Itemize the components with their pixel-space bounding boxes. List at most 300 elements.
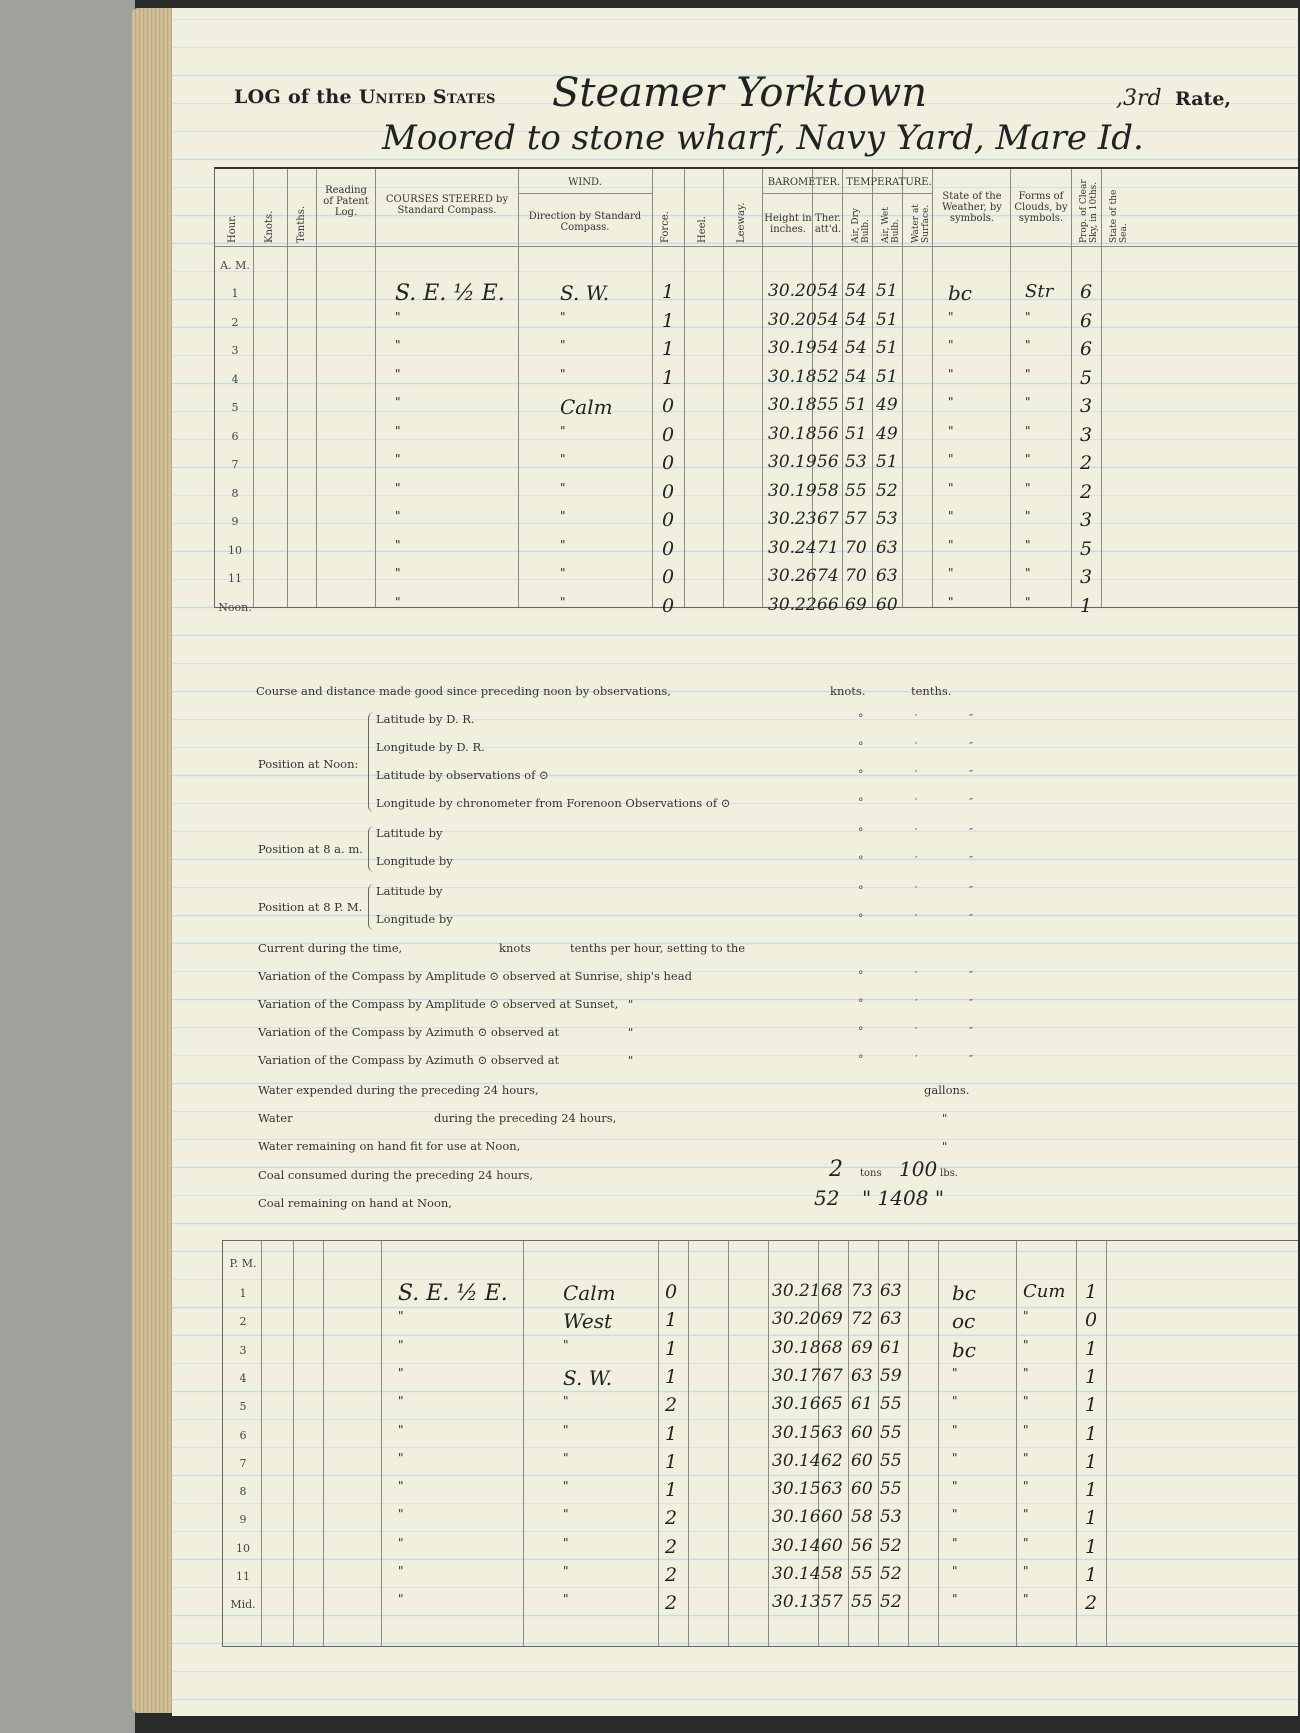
am-weather: ": [948, 509, 954, 523]
am-hour: Noon.: [218, 600, 252, 614]
am-clear-sky: 2: [1080, 480, 1093, 503]
col-force: Force.: [660, 211, 671, 243]
pm-clear-sky: 1: [1085, 1394, 1098, 1417]
log-page: [172, 8, 1298, 1716]
am-ther: 55: [817, 395, 839, 415]
am-force: 0: [662, 594, 675, 617]
pm-dry: 60: [851, 1450, 873, 1471]
col-hour: Hour.: [227, 214, 238, 243]
am-height: 30.18: [768, 366, 817, 387]
variation-sunset-ditto: ": [628, 997, 634, 1011]
course-line: Course and distance made good since preceding noon by observations,: [256, 684, 671, 698]
am-force: 0: [662, 537, 675, 560]
am-height: 30.18: [768, 395, 817, 415]
am-clear-sky: 3: [1080, 395, 1093, 417]
pm-clouds: ": [1023, 1507, 1029, 1522]
am-hour: 5: [231, 401, 239, 414]
pm-dry: 60: [851, 1479, 873, 1500]
am-clear-sky: 1: [1080, 594, 1093, 617]
am-clear-sky: 2: [1080, 452, 1093, 474]
pm-hour: Mid.: [230, 1598, 256, 1612]
pm-dry: 73: [851, 1281, 873, 1301]
pm-clear-sky: 1: [1085, 1564, 1098, 1586]
am-course: ": [395, 338, 401, 352]
am-wind: ": [560, 594, 566, 609]
log-title: LOG of the United States: [234, 86, 496, 108]
am-wet: 49: [876, 423, 898, 444]
am-height: 30.20: [768, 281, 817, 301]
pm-hour: 5: [239, 1400, 247, 1414]
pm-clear-sky: 0: [1085, 1309, 1098, 1332]
am-clouds: ": [1025, 480, 1031, 495]
pm-ther: 63: [821, 1479, 843, 1500]
col-patent-log: Reading of Patent Log.: [323, 185, 369, 218]
pm-height: 30.15: [772, 1479, 821, 1500]
am-course: S. E. ½ E.: [395, 281, 505, 306]
pm-height: 30.16: [772, 1394, 821, 1415]
pm-clear-sky: 1: [1085, 1479, 1098, 1502]
am-ther: 71: [817, 537, 839, 558]
pm-hour: 11: [236, 1570, 250, 1583]
am-clear-sky: 3: [1080, 509, 1093, 531]
pm-dry: 63: [851, 1365, 873, 1386]
pm-weather: bc: [952, 1337, 977, 1362]
deg-min-sec-marks: ° ′ ″: [858, 1053, 998, 1066]
am-weather: ": [948, 594, 954, 609]
am-hour: 11: [228, 572, 242, 585]
pos-8am-label: Position at 8 a. m.: [258, 842, 363, 856]
pm-wind: ": [563, 1507, 569, 1522]
col-clear-sky: Prop. of Clear Sky, in 10ths.: [1079, 179, 1099, 243]
deg-min-sec-marks: ° ′ ″: [858, 969, 998, 982]
pm-force: 1: [665, 1309, 678, 1332]
am-dry: 70: [845, 537, 867, 558]
pm-ther: 62: [821, 1450, 843, 1471]
pm-course: ": [398, 1507, 404, 1522]
pm-clouds: ": [1023, 1450, 1029, 1465]
am-course: ": [395, 395, 401, 409]
col-weather: State of the Weather, by symbols.: [942, 191, 1002, 224]
pm-weather: ": [952, 1479, 958, 1494]
am-wind: ": [560, 537, 566, 552]
pm-clear-sky: 1: [1085, 1281, 1098, 1303]
pm-wind: Calm: [563, 1281, 616, 1305]
pm-clouds: ": [1023, 1394, 1029, 1409]
am-course: ": [395, 537, 401, 552]
col-barometer: BAROMETER.: [767, 177, 841, 188]
coal-lbs-value: 100: [899, 1157, 938, 1181]
am-clear-sky: 6: [1080, 309, 1093, 332]
am-force: 1: [662, 366, 675, 389]
am-dry: 70: [845, 566, 867, 586]
pm-force: 2: [665, 1592, 678, 1615]
pm-clear-sky: 1: [1085, 1507, 1098, 1530]
pm-height: 30.14: [772, 1535, 821, 1556]
pm-height: 30.14: [772, 1450, 821, 1471]
pm-wind: ": [563, 1394, 569, 1409]
am-weather: ": [948, 566, 954, 580]
pm-dry: 72: [851, 1309, 873, 1330]
am-course: ": [395, 594, 401, 609]
variation-azimuth-1: Variation of the Compass by Azimuth ⊙ observed at: [258, 1025, 560, 1039]
deg-min-sec-marks: ° ′ ″: [858, 912, 998, 925]
deg-min-sec-marks: ° ′ ″: [858, 884, 998, 897]
pm-weather: ": [952, 1564, 958, 1578]
pm-height: 30.20: [772, 1309, 821, 1330]
pm-force: 2: [665, 1535, 678, 1558]
am-wind: ": [560, 309, 566, 324]
am-height: 30.19: [768, 480, 817, 501]
pm-clouds: ": [1023, 1564, 1029, 1578]
lon-chron-label: Longitude by chronometer from Forenoon Observations of ⊙: [376, 796, 731, 810]
pm-force: 0: [665, 1281, 678, 1303]
deg-min-sec-marks: ° ′ ″: [858, 740, 998, 753]
pm-weather: bc: [952, 1281, 977, 1305]
am-weather: ": [948, 480, 954, 495]
am-height: 30.23: [768, 509, 817, 529]
am-wet: 51: [876, 366, 898, 387]
am-course: ": [395, 566, 401, 580]
am-dry: 54: [845, 366, 867, 387]
pm-force: 2: [665, 1507, 678, 1530]
coal-remaining: Coal remaining on hand at Noon,: [258, 1196, 452, 1210]
pm-clouds: ": [1023, 1592, 1029, 1607]
am-wet: 63: [876, 537, 898, 558]
pm-wind: ": [563, 1564, 569, 1578]
pm-height: 30.15: [772, 1422, 821, 1443]
col-height: Height in inches.: [764, 213, 812, 235]
col-water-surface: Water at Surface.: [911, 204, 931, 243]
pm-course: ": [398, 1479, 404, 1494]
am-wet: 53: [876, 509, 898, 529]
am-hour: 6: [231, 429, 239, 443]
am-dry: 54: [845, 338, 867, 358]
lat-dr-label: Latitude by D. R.: [376, 712, 475, 726]
am-ther: 54: [817, 281, 839, 301]
col-knots: Knots.: [264, 210, 275, 243]
pm-clear-sky: 1: [1085, 1535, 1098, 1558]
deg-min-sec-marks: ° ′ ″: [858, 854, 998, 867]
pm-clouds: ": [1023, 1309, 1029, 1324]
pm-force: 1: [665, 1365, 678, 1388]
am-ther: 74: [817, 566, 839, 586]
am-dry: 51: [845, 423, 867, 444]
pm-hour: 10: [236, 1541, 250, 1555]
pm-course: S. E. ½ E.: [398, 1281, 508, 1306]
am-wind: ": [560, 509, 566, 523]
ship-name: Steamer Yorktown: [552, 70, 927, 116]
col-heel: Heel.: [697, 216, 708, 243]
pm-dry: 60: [851, 1422, 873, 1443]
am-height: 30.22: [768, 594, 817, 615]
am-wet: 60: [876, 594, 898, 615]
am-log-table: [214, 167, 1298, 617]
am-force: 0: [662, 423, 675, 446]
pm-weather: ": [952, 1507, 958, 1522]
variation-azimuth-2-ditto: ": [628, 1053, 634, 1067]
am-hour: 7: [231, 458, 239, 471]
pm-wet: 53: [880, 1507, 902, 1528]
variation-azimuth-2: Variation of the Compass by Azimuth ⊙ observed at: [258, 1053, 560, 1067]
pm-dry: 61: [851, 1394, 873, 1415]
am-force: 1: [662, 338, 675, 360]
water-remaining-ditto: ": [942, 1139, 948, 1153]
am-course: ": [395, 509, 401, 523]
col-ther: Ther. att'd.: [814, 213, 842, 235]
am-dry: 53: [845, 452, 867, 472]
am-wet: 63: [876, 566, 898, 586]
am-clouds: ": [1025, 566, 1031, 580]
am-wet: 52: [876, 480, 898, 501]
pm-clouds: ": [1023, 1535, 1029, 1550]
am-force: 0: [662, 480, 675, 503]
am-wind: ": [560, 338, 566, 352]
pm-ther: 57: [821, 1592, 843, 1613]
am-ther: 54: [817, 338, 839, 358]
pm-clouds: ": [1023, 1479, 1029, 1494]
col-leeway: Leeway.: [736, 202, 747, 243]
pm-weather: oc: [952, 1309, 976, 1334]
pm-clear-sky: 1: [1085, 1365, 1098, 1388]
am-ther: 66: [817, 594, 839, 615]
pm-wet: 61: [880, 1337, 902, 1358]
am-clouds: ": [1025, 338, 1031, 352]
am-clear-sky: 3: [1080, 423, 1093, 446]
am-clouds: ": [1025, 309, 1031, 324]
pm-course: ": [398, 1592, 404, 1607]
pm-ther: 65: [821, 1394, 843, 1415]
coal-remaining-lbs: " 1408 ": [862, 1186, 945, 1210]
pm-force: 1: [665, 1337, 678, 1360]
pm-ther: 68: [821, 1337, 843, 1358]
knots-label: knots.: [830, 684, 866, 698]
pm-dry: 58: [851, 1507, 873, 1528]
am-force: 0: [662, 566, 675, 588]
am-weather: ": [948, 423, 954, 438]
am-clear-sky: 3: [1080, 566, 1093, 588]
pm-wind: ": [563, 1337, 569, 1352]
variation-sunrise: Variation of the Compass by Amplitude ⊙ observed at Sunrise, ship's head: [258, 969, 692, 983]
am-wind: ": [560, 480, 566, 495]
ship-rate: ,3rd: [1116, 86, 1162, 111]
lon-8pm-label: Longitude by: [376, 912, 453, 926]
pm-wet: 52: [880, 1592, 902, 1613]
deg-min-sec-marks: ° ′ ″: [858, 997, 998, 1010]
am-dry: 54: [845, 309, 867, 330]
deg-min-sec-marks: ° ′ ″: [858, 796, 998, 809]
pm-weather: ": [952, 1422, 958, 1437]
pm-course: ": [398, 1450, 404, 1465]
pm-hour: 3: [239, 1343, 247, 1357]
am-ther: 54: [817, 309, 839, 330]
lon-dr-label: Longitude by D. R.: [376, 740, 485, 754]
pm-force: 2: [665, 1564, 678, 1586]
am-wet: 51: [876, 338, 898, 358]
col-temperature: TEMPERATURE.: [846, 177, 932, 188]
lat-8pm-label: Latitude by: [376, 884, 443, 898]
am-dry: 54: [845, 281, 867, 301]
deg-min-sec-marks: ° ′ ″: [858, 826, 998, 839]
am-wind: ": [560, 423, 566, 438]
am-hour: 2: [231, 315, 239, 329]
rate-label: Rate,: [1175, 88, 1232, 110]
background-left: [0, 0, 135, 1733]
col-wind: WIND.: [568, 177, 602, 188]
pm-clouds: ": [1023, 1365, 1029, 1380]
am-wet: 51: [876, 281, 898, 301]
pm-height: 30.14: [772, 1564, 821, 1584]
tons-label: tons: [860, 1168, 882, 1179]
deg-min-sec-marks: ° ′ ″: [858, 1025, 998, 1038]
pm-wet: 55: [880, 1422, 902, 1443]
col-sea-state: State of the Sea.: [1109, 189, 1129, 243]
pm-log-table: [222, 1240, 1298, 1647]
pm-wind: ": [563, 1450, 569, 1465]
am-label: A. M.: [220, 259, 250, 272]
am-course: ": [395, 480, 401, 495]
pm-wet: 55: [880, 1479, 902, 1500]
am-clear-sky: 6: [1080, 338, 1093, 360]
am-clouds: ": [1025, 366, 1031, 381]
pm-wind: ": [563, 1592, 569, 1607]
am-hour: 4: [231, 372, 239, 386]
pm-weather: ": [952, 1535, 958, 1550]
pm-dry: 69: [851, 1337, 873, 1358]
pm-force: 1: [665, 1479, 678, 1502]
col-dry-bulb: Air, Dry Bulb.: [851, 207, 871, 243]
am-hour: 3: [231, 344, 239, 357]
pm-wind: S. W.: [563, 1365, 613, 1390]
pm-height: 30.18: [772, 1337, 821, 1358]
pm-course: ": [398, 1365, 404, 1380]
am-force: 0: [662, 452, 675, 474]
am-weather: ": [948, 309, 954, 324]
deg-min-sec-marks: ° ′ ″: [858, 768, 998, 781]
col-wet-bulb: Air, Wet Bulb.: [881, 207, 901, 243]
pm-ther: 63: [821, 1422, 843, 1443]
pm-course: ": [398, 1309, 404, 1324]
am-force: 1: [662, 309, 675, 332]
am-height: 30.20: [768, 309, 817, 330]
pm-course: ": [398, 1337, 404, 1352]
pm-clouds: Cum: [1023, 1281, 1066, 1302]
am-height: 30.26: [768, 566, 817, 586]
pm-force: 2: [665, 1394, 678, 1417]
am-dry: 57: [845, 509, 867, 529]
pm-clear-sky: 1: [1085, 1422, 1098, 1445]
pm-hour: 7: [239, 1456, 247, 1470]
col-tenths: Tenths.: [296, 205, 307, 243]
pm-hour: 4: [239, 1371, 247, 1385]
lat-8am-label: Latitude by: [376, 826, 443, 840]
pm-weather: ": [952, 1394, 958, 1409]
tenths-label: tenths.: [911, 684, 952, 698]
am-clouds: ": [1025, 594, 1031, 609]
am-clouds: Str: [1025, 281, 1054, 302]
pm-weather: ": [952, 1450, 958, 1465]
am-wet: 51: [876, 309, 898, 330]
pm-wind: West: [563, 1309, 613, 1334]
am-ther: 52: [817, 366, 839, 387]
am-weather: ": [948, 366, 954, 381]
am-hour: 8: [231, 486, 239, 500]
am-height: 30.19: [768, 338, 817, 358]
pm-ther: 58: [821, 1564, 843, 1584]
pm-height: 30.21: [772, 1281, 821, 1301]
pm-wet: 63: [880, 1309, 902, 1330]
am-wind: Calm: [560, 395, 613, 419]
am-wind: S. W.: [560, 281, 610, 305]
am-wet: 49: [876, 395, 898, 415]
am-clear-sky: 5: [1080, 537, 1093, 560]
pm-ther: 60: [821, 1535, 843, 1556]
current-label-b: knots: [499, 941, 531, 955]
pm-ther: 67: [821, 1365, 843, 1386]
pm-ther: 68: [821, 1281, 843, 1301]
gallons-label: gallons.: [924, 1083, 970, 1097]
pm-force: 1: [665, 1450, 678, 1473]
pm-dry: 55: [851, 1592, 873, 1613]
col-wind-direction: Direction by Standard Compass.: [528, 211, 642, 233]
pm-wet: 55: [880, 1450, 902, 1471]
pm-wet: 52: [880, 1564, 902, 1584]
am-course: ": [395, 309, 401, 324]
am-height: 30.24: [768, 537, 817, 558]
lbs-label: lbs.: [940, 1168, 958, 1179]
am-weather: bc: [948, 281, 973, 305]
am-wind: ": [560, 566, 566, 580]
am-wind: ": [560, 366, 566, 381]
water-ditto: ": [942, 1111, 948, 1125]
am-hour: 10: [228, 543, 242, 557]
water-label-a: Water: [258, 1111, 293, 1125]
variation-sunset: Variation of the Compass by Amplitude ⊙ observed at Sunset,: [258, 997, 619, 1011]
am-course: ": [395, 366, 401, 381]
pm-wet: 52: [880, 1535, 902, 1556]
am-clouds: ": [1025, 423, 1031, 438]
am-clouds: ": [1025, 452, 1031, 466]
am-height: 30.18: [768, 423, 817, 444]
am-force: 0: [662, 395, 675, 417]
am-height: 30.19: [768, 452, 817, 472]
pm-course: ": [398, 1564, 404, 1578]
deg-min-sec-marks: ° ′ ″: [858, 712, 998, 725]
pm-weather: ": [952, 1365, 958, 1380]
coal-consumed: Coal consumed during the preceding 24 hours,: [258, 1168, 534, 1182]
pm-weather: ": [952, 1592, 958, 1607]
pm-force: 1: [665, 1422, 678, 1445]
col-courses: COURSES STEERED by Standard Compass.: [385, 194, 509, 216]
pm-height: 30.17: [772, 1365, 821, 1386]
coal-remaining-tons: 52: [814, 1186, 840, 1210]
am-clouds: ": [1025, 537, 1031, 552]
am-hour: 9: [231, 515, 239, 528]
pm-clear-sky: 1: [1085, 1450, 1098, 1473]
pm-hour: 2: [239, 1315, 247, 1329]
am-course: ": [395, 423, 401, 438]
am-ther: 56: [817, 452, 839, 472]
am-ther: 67: [817, 509, 839, 529]
pm-height: 30.13: [772, 1592, 821, 1613]
pm-label: P. M.: [229, 1257, 257, 1270]
am-ther: 56: [817, 423, 839, 444]
lon-8am-label: Longitude by: [376, 854, 453, 868]
book-page-edges: [132, 8, 177, 1713]
pm-wet: 63: [880, 1281, 902, 1301]
variation-azimuth-1-ditto: ": [628, 1025, 634, 1039]
water-remaining: Water remaining on hand fit for use at Noon,: [258, 1139, 521, 1153]
pm-ther: 60: [821, 1507, 843, 1528]
